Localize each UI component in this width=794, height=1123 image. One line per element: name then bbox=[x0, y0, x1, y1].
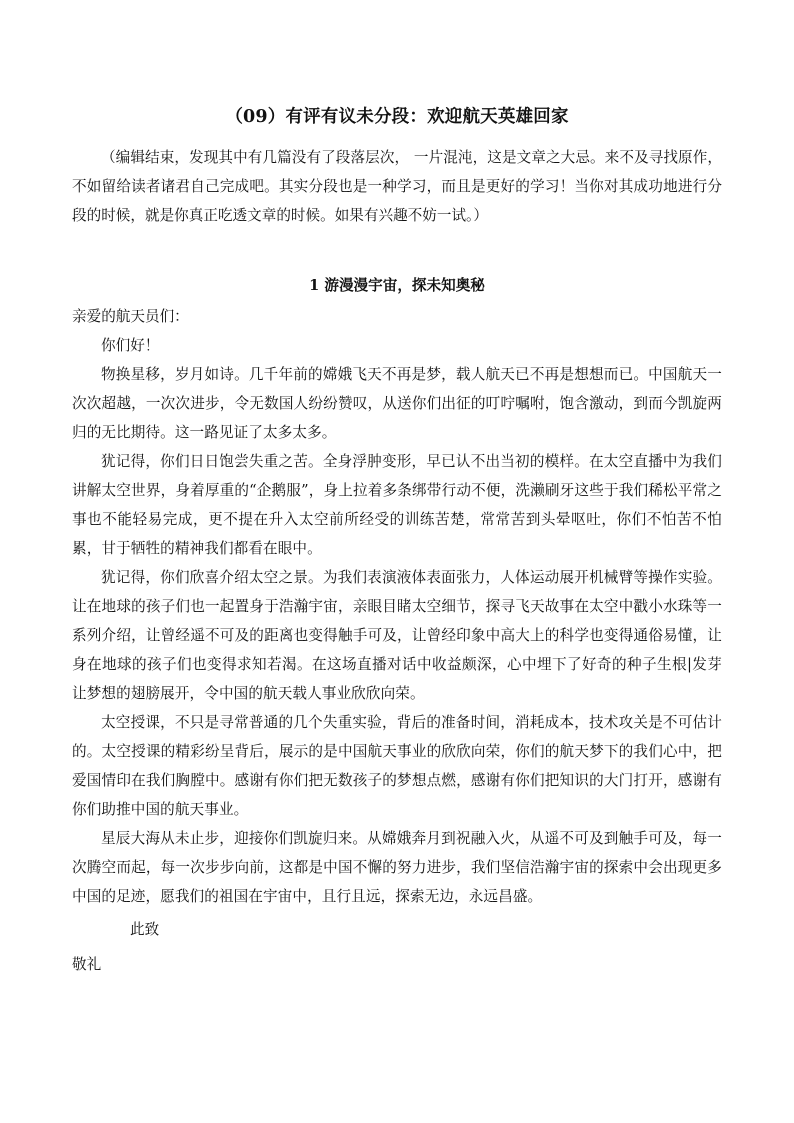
editor-note: （编辑结束，发现其中有几篇没有了段落层次， 一片混沌，这是文章之大忌。来不及寻找原作，不如留给读者诸君自己完成吧。其实分段也是一种学习，而且是更好的学习！当你对其成功地进行分段的时候，就是你真正吃透文章的时候。如果有兴趣不妨一试。） bbox=[72, 149, 722, 224]
letter-closing-jing-li: 敬礼 bbox=[72, 956, 102, 973]
letter-closing-ci-zhi: 此致 bbox=[130, 921, 160, 938]
letter-paragraph: 犹记得，你们欣喜介绍太空之景。为我们表演液体表面张力，人体运动展开机械臂等操作实验。让在地球的孩子们也一起置身于浩瀚宇宙，亲眼目睹太空细节，探寻飞天故事在太空中戳小水珠等一系列介绍，让曾经遥不可及的距离也变得触手可及，让曾经印象中高大上的科学也变得通俗易懂，让身在地球的孩子们也变得求知若渴。在这场直播对话中收益颇深，心中埋下了好奇的种子生根|发芽让梦想的翅膀展开，令中国的航天载人事业欣欣向荣。 bbox=[72, 569, 722, 702]
letter-greeting: 你们好！ bbox=[101, 337, 160, 354]
article-title: 1 游漫漫宇宙，探未知奥秘 bbox=[309, 277, 485, 294]
document-title: （09）有评有议未分段：欢迎航天英雄回家 bbox=[225, 107, 569, 127]
letter-paragraph: 星辰大海从未止步，迎接你们凯旋归来。从嫦娥奔月到祝融入火，从遥不可及到触手可及，每一次腾空而起，每一次步步向前，这都是中国不懈的努力进步，我们坚信浩瀚宇宙的探索中会出现更多中国的足迹，愿我们的祖国在宇宙中，且行且远，探索无边，永远昌盛。 bbox=[72, 830, 722, 905]
letter-paragraph: 太空授课，不只是寻常普通的几个失重实验，背后的准备时间，消耗成本，技术攻关是不可估计的。太空授课的精彩纷呈背后，展示的是中国航天事业的欣欣向荣，你们的航天梦下的我们心中，把爱国情印在我们胸膛中。感谢有你们把无数孩子的梦想点燃，感谢有你们把知识的大门打开，感谢有你们助推中国的航天事业。 bbox=[72, 714, 722, 818]
letter-paragraph: 物换星移，岁月如诗。几千年前的嫦娥飞天不再是梦，载人航天已不再是想想而已。中国航天一次次超越，一次次进步，令无数国人纷纷赞叹，从送你们出征的叮咛嘱咐，饱含激动，到而今凯旋两归的无比期待。这一路见证了太多太多。 bbox=[72, 366, 722, 441]
letter-salutation: 亲爱的航天员们： bbox=[72, 308, 189, 325]
letter-paragraph: 犹记得，你们日日饱尝失重之苦。全身浮肿变形，早已认不出当初的模样。在太空直播中为我们讲解太空世界，身着厚重的“企鹅服”，身上拉着多条绑带行动不便，洗濑刷牙这些于我们稀松平常之事也不能轻易完成，更不提在升入太空前所经受的训练苦楚，常常苦到头晕呕吐，你们不怕苦不怕累，甘于牺牲的精神我们都看在眼中。 bbox=[72, 453, 722, 557]
page-content bbox=[72, 104, 722, 979]
